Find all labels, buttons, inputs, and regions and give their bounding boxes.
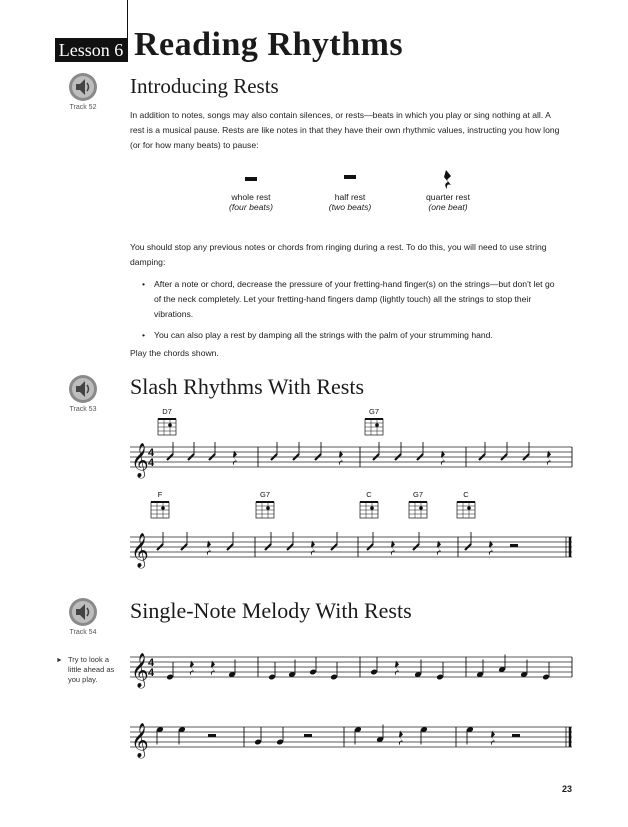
chord-diagram xyxy=(365,419,383,435)
chord-finger xyxy=(168,423,172,427)
section-title: Introducing Rests xyxy=(130,74,279,98)
page-title: Reading Rhythms xyxy=(134,26,404,63)
chord-diagram xyxy=(256,502,274,518)
chord-finger xyxy=(266,506,270,510)
slash-note xyxy=(395,454,401,460)
chord-name: G7 xyxy=(259,490,271,499)
whole-rest-icon xyxy=(211,168,291,190)
track-label: Track 52 xyxy=(69,104,97,111)
quarter-rest xyxy=(207,541,211,556)
half-rest xyxy=(512,734,520,737)
audio-track-icon[interactable] xyxy=(68,72,98,102)
rest-item xyxy=(211,168,291,212)
chord-finger xyxy=(161,506,165,510)
play-instruction: Play the chords shown. xyxy=(130,348,219,358)
slash-note xyxy=(479,454,485,460)
chord-finger xyxy=(419,506,423,510)
treble-clef-icon: 𝄞 xyxy=(131,654,149,687)
slash-note xyxy=(293,454,299,460)
side-note-text: Try to look a little ahead as you play. xyxy=(68,655,115,684)
quarter-rest xyxy=(391,541,395,556)
note-head xyxy=(228,671,236,678)
chord-name: G7 xyxy=(412,490,424,499)
note-head xyxy=(436,674,444,681)
rest-name: quarter rest xyxy=(426,192,470,202)
header-divider xyxy=(127,0,128,62)
note-head xyxy=(520,671,528,678)
half-rest xyxy=(208,734,216,737)
treble-clef-icon: 𝄞 xyxy=(131,534,149,567)
slash-note xyxy=(523,454,529,460)
chord-finger xyxy=(375,423,379,427)
note-head xyxy=(466,726,474,733)
note-head xyxy=(166,674,174,681)
note-head xyxy=(498,666,506,673)
quarter-rest xyxy=(395,661,399,676)
note-head xyxy=(414,671,422,678)
note-head xyxy=(288,671,296,678)
track-label: Track 54 xyxy=(69,629,97,636)
slash-note xyxy=(315,454,321,460)
note-head xyxy=(178,726,186,733)
quarter-rest xyxy=(437,541,441,556)
rest-duration: (four beats) xyxy=(229,202,273,212)
slash-note xyxy=(413,544,419,550)
quarter-rest xyxy=(311,541,315,556)
chord-diagram xyxy=(409,502,427,518)
slash-note xyxy=(367,544,373,550)
time-signature: 4 xyxy=(148,447,155,459)
slash-note xyxy=(331,544,337,550)
list-item: • You can also play a rest by damping all the strings with the palm of your strumming hand. xyxy=(142,328,562,343)
quarter-rest xyxy=(399,731,403,746)
chord-name: F xyxy=(157,490,163,499)
slash-note xyxy=(227,544,233,550)
rest-name: whole rest xyxy=(231,192,271,202)
side-note xyxy=(56,655,120,685)
note-head xyxy=(254,739,262,746)
quarter-rest xyxy=(441,451,445,466)
chord-name: C xyxy=(366,490,372,499)
time-signature: 4 xyxy=(148,667,155,679)
intro-paragraph: In addition to notes, songs may also contain silences, or rests—beats in which you play or sing nothing at all. A rest is a musical pause. Rests are like notes in that they have their own rhythmic values, instructing you how long (or for how many beats) to pause: xyxy=(130,110,560,150)
lesson-label: Lesson 6 xyxy=(55,38,127,62)
treble-clef-icon: 𝄞 xyxy=(131,444,149,477)
slash-note xyxy=(373,454,379,460)
note-head xyxy=(268,674,276,681)
slash-note xyxy=(417,454,423,460)
note-head xyxy=(156,726,164,733)
quarter-rest xyxy=(489,541,493,556)
slash-note xyxy=(271,454,277,460)
rest-item xyxy=(310,168,390,212)
list-item: • After a note or chord, decrease the pressure of your fretting-hand finger(s) on the strings—but don't let go of the neck completely. Let your fretting-hand fingers damp (lightly touch) all the strings to stop their vibrations. xyxy=(142,277,562,322)
bullet-list xyxy=(142,277,562,349)
arrow-right-icon: ► xyxy=(56,657,63,664)
note-head xyxy=(354,726,362,733)
note-head xyxy=(309,669,317,676)
slash-note xyxy=(501,454,507,460)
section-title: Slash Rhythms With Rests xyxy=(130,374,365,399)
quarter-rest xyxy=(190,661,194,676)
quarter-rest-icon xyxy=(408,168,488,190)
slash-note xyxy=(188,454,194,460)
slash-note xyxy=(209,454,215,460)
half-rest xyxy=(510,544,518,547)
note-head xyxy=(376,736,384,743)
chord-diagram xyxy=(151,502,169,518)
track-label: Track 53 xyxy=(69,406,97,413)
quarter-rest xyxy=(233,451,237,466)
slash-note xyxy=(181,544,187,550)
audio-track-icon[interactable] xyxy=(68,374,98,404)
chord-diagram xyxy=(457,502,475,518)
half-rest xyxy=(304,734,312,737)
chord-finger xyxy=(467,506,471,510)
note-head xyxy=(276,739,284,746)
slash-note xyxy=(167,454,173,460)
quarter-rest xyxy=(339,451,343,466)
treble-clef-icon: 𝄞 xyxy=(131,724,149,757)
chord-diagram xyxy=(158,419,176,435)
note-head xyxy=(370,669,378,676)
chord-name: D7 xyxy=(162,407,172,416)
rest-item xyxy=(408,168,488,212)
rest-duration: (two beats) xyxy=(328,202,372,212)
quarter-rest xyxy=(547,451,551,466)
note-head xyxy=(542,674,550,681)
chord-diagram xyxy=(360,502,378,518)
chord-name: G7 xyxy=(368,407,380,416)
chord-name: C xyxy=(463,490,469,499)
page-number: 23 xyxy=(562,784,573,794)
chord-finger xyxy=(370,506,374,510)
section-title: Single-Note Melody With Rests xyxy=(130,598,412,623)
audio-track-icon[interactable] xyxy=(68,597,98,627)
time-signature: 4 xyxy=(148,657,155,669)
note-head xyxy=(476,671,484,678)
rest-name: half rest xyxy=(334,192,366,202)
rest-duration: (one beat) xyxy=(428,202,468,212)
damping-paragraph: You should stop any previous notes or chords from ringing during a rest. To do this, you will need to use string damping: xyxy=(130,242,547,267)
half-rest-icon xyxy=(310,168,390,190)
slash-note xyxy=(287,544,293,550)
note-head xyxy=(330,674,338,681)
note-head xyxy=(420,726,428,733)
time-signature: 4 xyxy=(148,457,155,469)
slash-note xyxy=(465,544,471,550)
slash-note xyxy=(265,544,271,550)
quarter-rest xyxy=(491,731,495,746)
slash-note xyxy=(157,544,163,550)
quarter-rest xyxy=(211,661,215,676)
